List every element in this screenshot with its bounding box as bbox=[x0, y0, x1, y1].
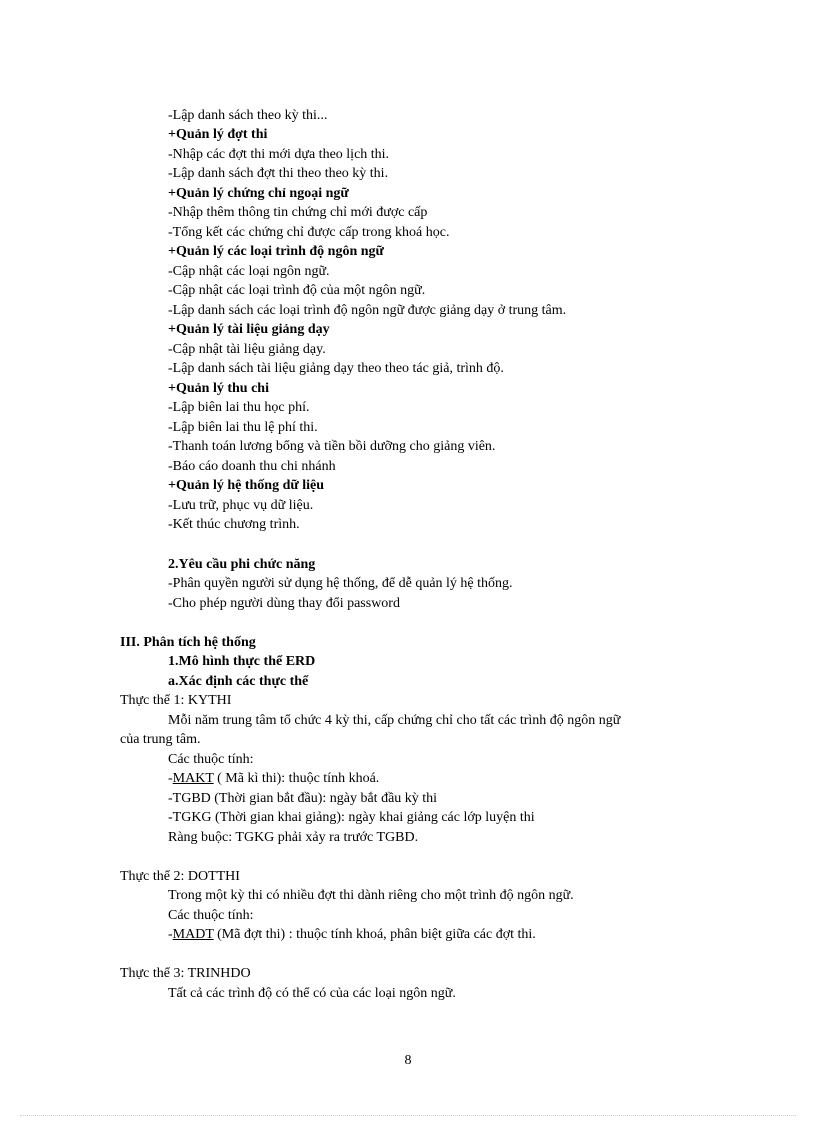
text-line: Tất cả các trình độ có thể có của các loại ngôn ngữ. bbox=[168, 986, 456, 1001]
chapter-heading: III. Phân tích hệ thống bbox=[120, 635, 256, 650]
text-line: Ràng buộc: TGKG phải xảy ra trước TGBD. bbox=[168, 830, 419, 845]
text-line: -Lập danh sách các loại trình độ ngôn ngữ được giảng dạy ở trung tâm. bbox=[168, 303, 567, 318]
text-line: Mỗi năm trung tâm tổ chức 4 kỳ thi, cấp chứng chỉ cho tất các trình độ ngôn ngữ bbox=[168, 713, 621, 728]
attribute-line: -TGKG (Thời gian khai giảng): ngày khai giảng các lớp luyện thi bbox=[168, 810, 535, 825]
section-heading: +Quản lý các loại trình độ ngôn ngữ bbox=[168, 244, 384, 259]
text-line: -Lập danh sách tài liệu giảng dạy theo theo tác giả, trình độ. bbox=[168, 361, 504, 376]
entity-title: Thực thể 1: KYTHI bbox=[120, 693, 232, 708]
entity-title: Thực thể 3: TRINHDO bbox=[120, 966, 251, 981]
section-heading: +Quản lý thu chi bbox=[168, 381, 269, 396]
text-line: Trong một kỳ thi có nhiều đợt thi dành riêng cho một trình độ ngôn ngữ. bbox=[168, 888, 574, 903]
text-line: -Lập biên lai thu học phí. bbox=[168, 400, 310, 415]
text-line: của trung tâm. bbox=[120, 732, 201, 747]
text-line: -Cho phép người dùng thay đổi password bbox=[168, 596, 400, 611]
text-line: -Kết thúc chương trình. bbox=[168, 517, 300, 532]
text-line: -Lập danh sách theo kỳ thi... bbox=[168, 108, 328, 123]
text-line: -Lập biên lai thu lệ phí thi. bbox=[168, 420, 318, 435]
section-heading: +Quản lý hệ thống dữ liệu bbox=[168, 478, 325, 493]
text-line: -Lập danh sách đợt thi theo theo kỳ thi. bbox=[168, 166, 389, 181]
text-line: -Cập nhật tài liệu giảng dạy. bbox=[168, 342, 326, 357]
text-fragment: - bbox=[168, 771, 173, 786]
page-number: 8 bbox=[404, 1053, 412, 1068]
text-line: -Thanh toán lương bổng và tiền bồi dưỡng cho giảng viên. bbox=[168, 439, 496, 454]
key-attribute: MADT bbox=[172, 927, 214, 942]
section-heading: +Quản lý chứng chỉ ngoại ngữ bbox=[168, 186, 349, 201]
subsection-heading: a.Xác định các thực thể bbox=[168, 674, 309, 689]
text-line: -Nhập các đợt thi mới dựa theo lịch thi. bbox=[168, 147, 390, 162]
section-heading: +Quản lý đợt thi bbox=[168, 127, 268, 142]
page-bottom-divider bbox=[20, 1115, 796, 1116]
text-line: -Cập nhật các loại trình độ của một ngôn ngữ. bbox=[168, 283, 426, 298]
attribute-line bbox=[168, 925, 536, 945]
attribute-line: -TGBD (Thời gian bắt đầu): ngày bắt đầu kỳ thi bbox=[168, 791, 438, 806]
text-line: -Cập nhật các loại ngôn ngữ. bbox=[168, 264, 330, 279]
section-heading: +Quản lý tài liệu giảng dạy bbox=[168, 322, 330, 337]
text-fragment: - bbox=[168, 927, 173, 942]
text-fragment: (Mã đợt thi) : thuộc tính khoá, phân biệt giữa các đợt thi. bbox=[213, 927, 536, 942]
section-heading: 1.Mô hình thực thể ERD bbox=[168, 654, 316, 669]
text-line: -Nhập thêm thông tin chứng chỉ mới được cấp bbox=[168, 205, 428, 220]
text-line: Các thuộc tính: bbox=[168, 752, 254, 767]
entity-title: Thực thể 2: DOTTHI bbox=[120, 869, 240, 884]
text-line: -Lưu trữ, phục vụ dữ liệu. bbox=[168, 498, 314, 513]
text-line: -Phân quyền người sử dụng hệ thống, để dễ quản lý hệ thống. bbox=[168, 576, 513, 591]
section-heading: 2.Yêu cầu phi chức năng bbox=[168, 557, 316, 572]
attribute-line bbox=[168, 769, 379, 789]
text-line: -Tổng kết các chứng chỉ được cấp trong khoá học. bbox=[168, 225, 450, 240]
text-line: -Báo cáo doanh thu chi nhánh bbox=[168, 459, 336, 474]
key-attribute: MAKT bbox=[172, 771, 214, 786]
text-fragment: ( Mã kì thi): thuộc tính khoá. bbox=[213, 771, 380, 786]
text-line: Các thuộc tính: bbox=[168, 908, 254, 923]
